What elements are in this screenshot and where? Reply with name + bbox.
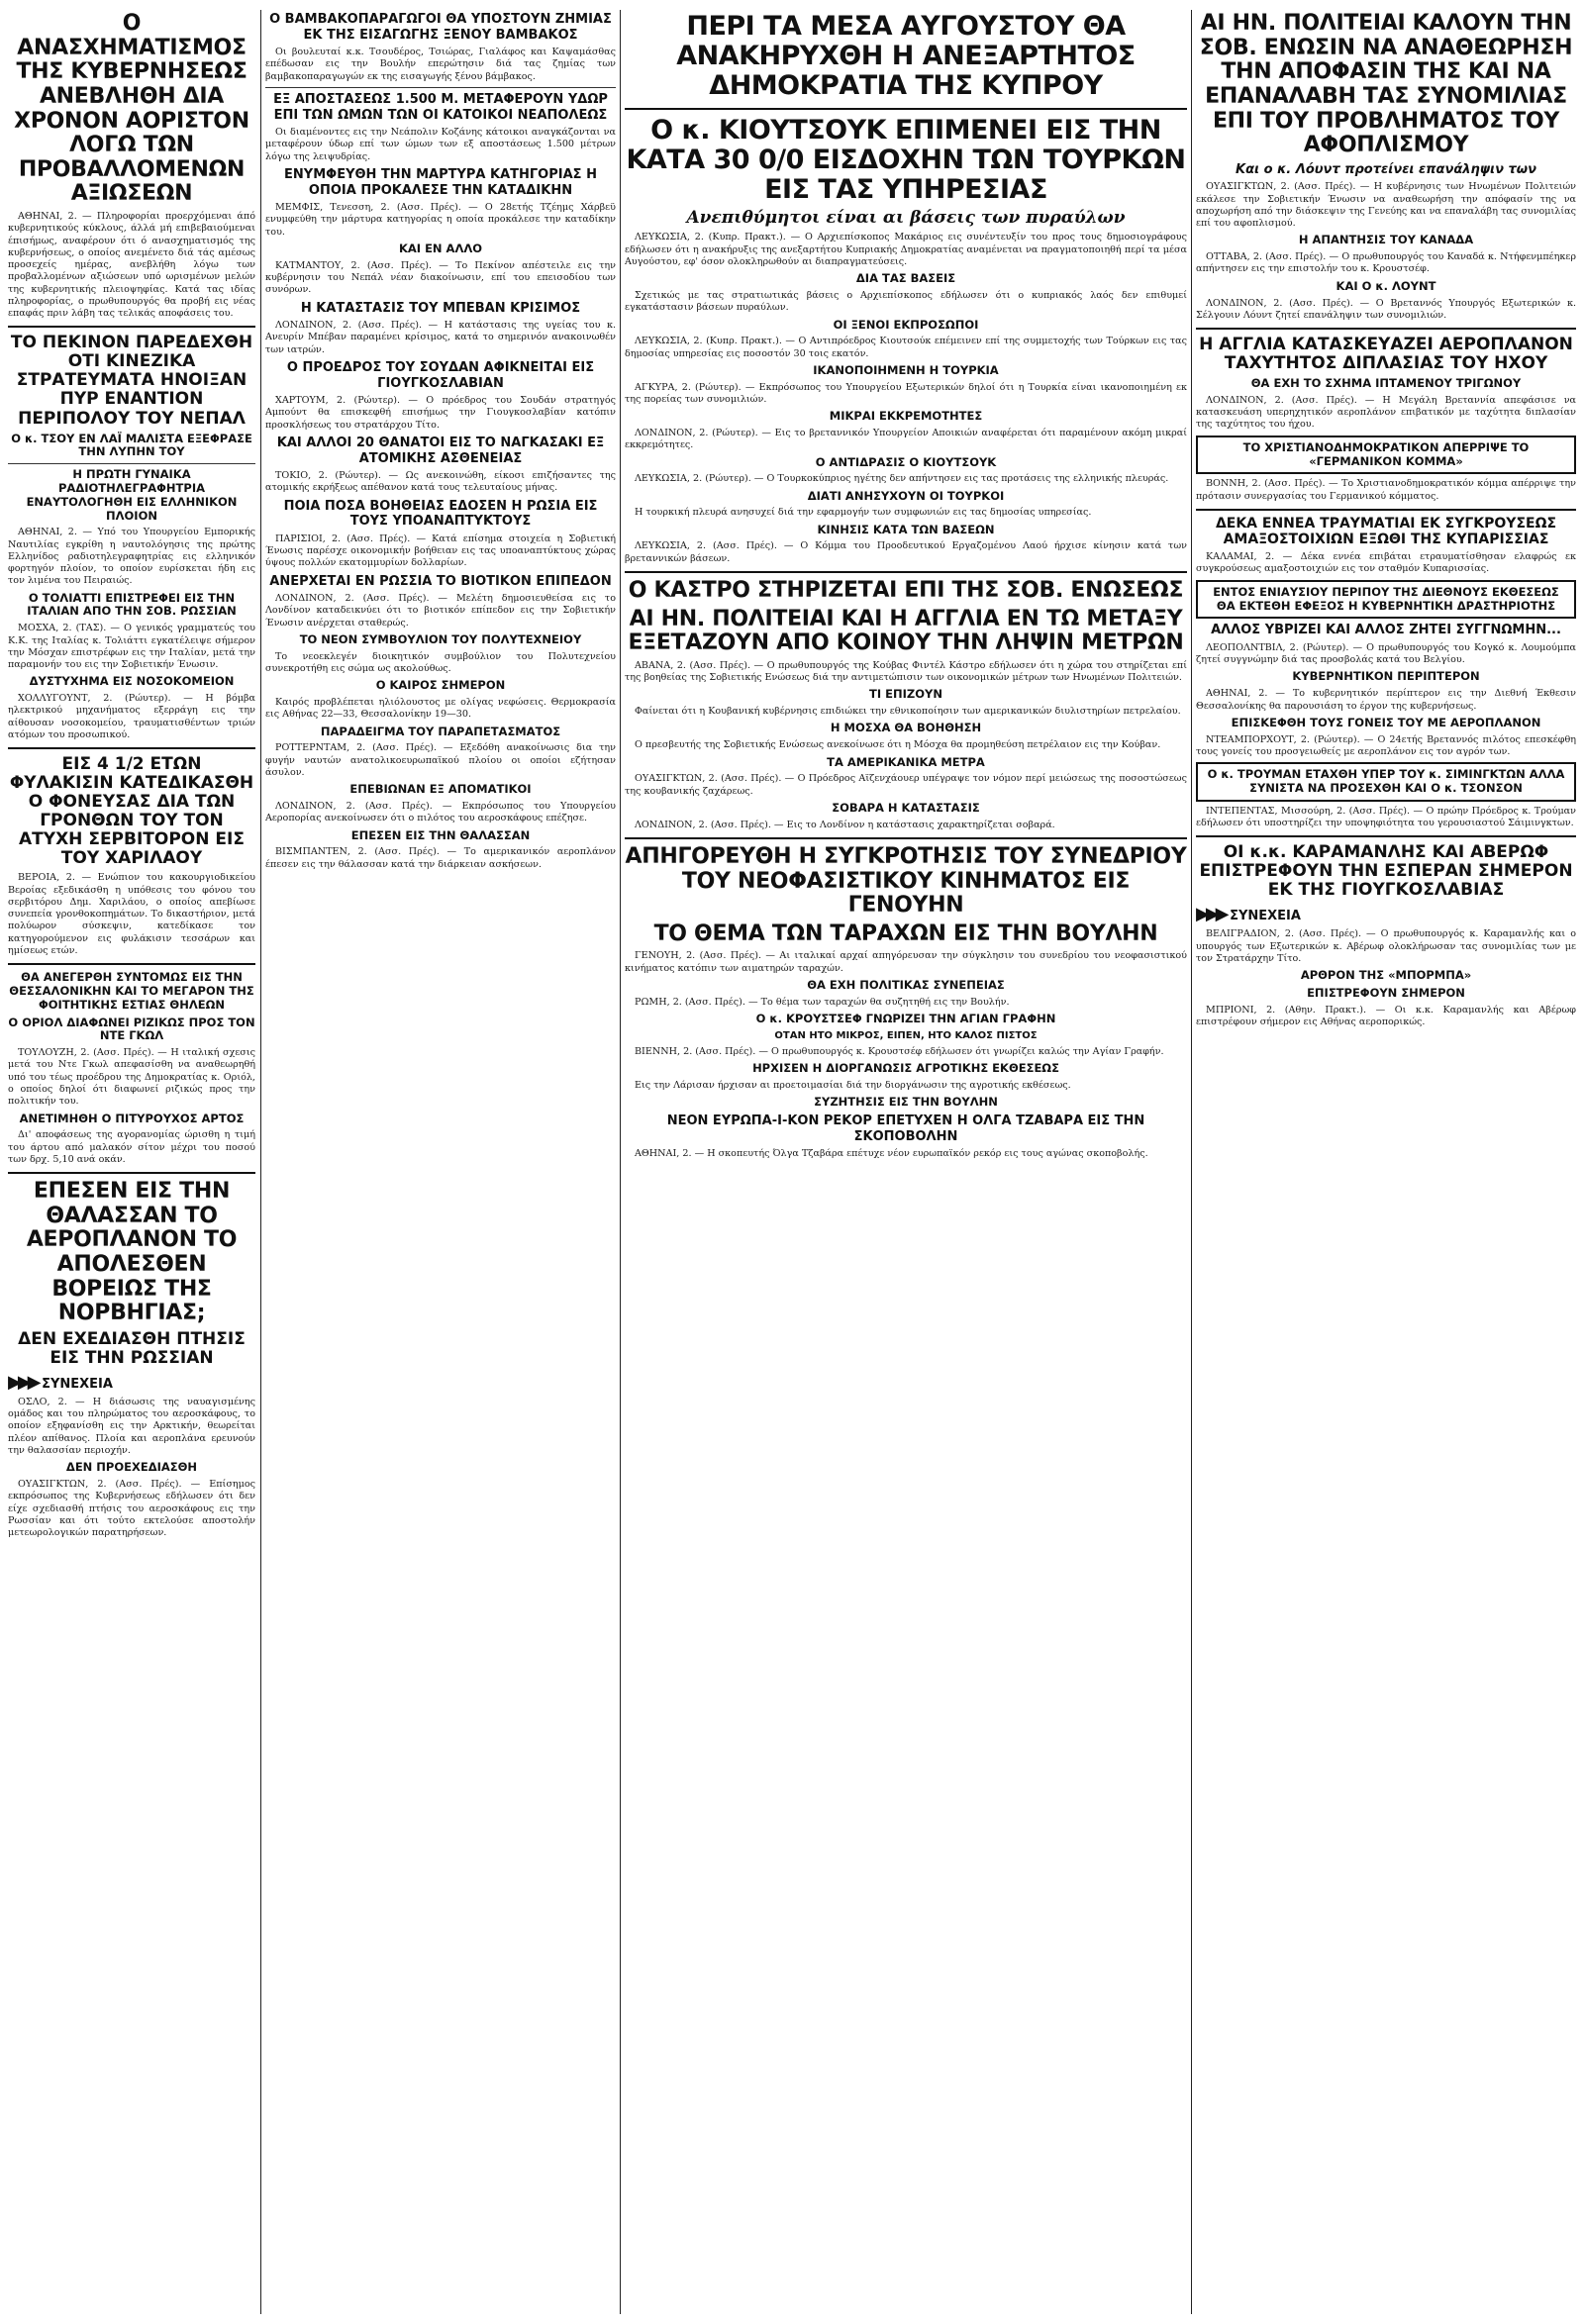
headline-turkey-satisfied: ΙΚΑΝΟΠΟΙΗΜΕΝΗ Η ΤΟΥΡΚΙΑ (813, 362, 999, 377)
headline-peking-nepal: ΤΟ ΠΕΚΙΝΟΝ ΠΑΡΕΔΕΧΘΗ ΟΤΙ ΚΙΝΕΖΙΚΑ ΣΤΡΑΤΕΥΜΑΤΑ ΗΝΟΙΞΑΝ ΠΥΡ ΕΝΑΝΤΙΟΝ ΠΕΡΙΠΟΛΟΥ ΤΟΥ ΝΕΠΑΛ (10, 333, 253, 429)
headline-bevan: Η ΚΑΤΑΣΤΑΣΙΣ ΤΟΥ ΜΠΕΒΑΝ ΚΡΙΣΙΜΟΣ (300, 300, 581, 316)
article-body: ΛΕΥΚΩΣΙΑ, 2. (Κυπρ. Πρακτ.). — Ο Αρχιεπίσκοπος Μακάριος εις συνέντευξίν του προς τους δημοσιογράφους εδήλωσεν ότι η ανακήρυξις της ανεξαρτήτου Κυπριακής Δημοκρατίας αναμένεται να πραγματοποιηθή περί τα μέσα Αυγούστου, εφ' όσον ολοκληρωθούν αι διαπραγματεύσεις. (625, 232, 1187, 267)
divider (265, 87, 616, 88)
headline-tzavara-record: ΝΕΟΝ ΕΥΡΩΠΑ-Ι-ΚΟΝ ΡΕΚΟΡ ΕΠΕΤΥΧΕΝ Η ΟΛΓΑ ΤΖΑΒΑΡΑ ΕΙΣ ΤΗΝ ΣΚΟΠΟΒΟΛΗΝ (666, 1113, 1145, 1144)
article-body: ΜΠΡΙΟΝΙ, 2. (Αθην. Πρακτ.). — Οι κ.κ. Καραμανλής και Αβέρωφ επιστρέφουν σήμερον εις Αθήνας αεροπορικώς. (1196, 1004, 1576, 1027)
headline-sudan-president: Ο ΠΡΟΕΔΡΟΣ ΤΟΥ ΣΟΥΔΑΝ ΑΦΙΚΝΕΙΤΑΙ ΕΙΣ ΓΙΟΥΓΚΟΣΛΑΒΙΑΝ (286, 359, 595, 391)
headline-khrushchev-bible: Ο κ. ΚΡΟΥΣΤΣΕΦ ΓΝΩΡΙΖΕΙ ΤΗΝ ΑΓΙΑΝ ΓΡΑΦΗΝ (755, 1012, 1056, 1026)
article-body: ΛΕΥΚΩΣΙΑ, 2. (Ρώυτερ). — Ο Τουρκοκύπριος ηγέτης δεν απήντησεν εις τας προτάσεις της ελληνικής πλευράς. (635, 473, 1169, 485)
subheadline-russia-flight: ΔΕΝ ΕΧΕΔΙΑΣΘΗ ΠΤΗΣΙΣ ΕΙΣ ΤΗΝ ΡΩΣΣΙΑΝ (18, 1328, 246, 1368)
article-body: ΧΑΡΤΟΥΜ, 2. (Ρώυτερ). — Ο πρόεδρος του Σουδάν στρατηγός Αμπούντ θα επισκεφθή επισήμως την Γιουγκοσλαβίαν κατόπιν προσκλήσεως του στρατάρχου Τίτο. (265, 395, 616, 431)
headline-curtain: ΠΑΡΑΔΕΙΓΜΑ ΤΟΥ ΠΑΡΑΠΕΤΑΣΜΑΤΟΣ (320, 724, 561, 738)
column-rule (260, 10, 261, 2314)
article-body: ΛΟΝΔΙΝΟΝ, 2. (Ασσ. Πρές). — Η κατάστασις της υγείας του κ. Ανευρίν Μπέβαν παραμένει κρίσιμος, κατά το σημερινόν ανακοινωθέν των ιατρών. (265, 320, 616, 355)
headline-kutchuk: Ο κ. ΚΙΟΥΤΣΟΥΚ ΕΠΙΜΕΝΕΙ ΕΙΣ ΤΗΝ ΚΑΤΑ 30 0/0 ΕΙΣΔΟΧΗΝ ΤΩΝ ΤΟΥΡΚΩΝ ΕΙΣ ΤΑΣ ΥΠΗΡΕΣΙΑΣ (626, 114, 1186, 206)
article-body: ΒΙΕΝΝΗ, 2. (Ασσ. Πρές). — Ο πρωθυπουργός κ. Κρουστσέφ εδήλωσεν ότι γνωρίζει καλώς την Αγίαν Γραφήν. (635, 1045, 1164, 1057)
divider (1196, 835, 1576, 837)
article-body: ΒΕΡΟΙΑ, 2. — Ενώπιον του κακουργιοδικείου Βεροίας εξεδικάσθη η υπόθεσις του φόνου του σερβιτόρου Δημ. Χαριλάου, ο οποίος απεβίωσε συνεπεία γρονθοκοπημάτων. Το δικαστήριον, μετά πολύωρον σύσκεψιν, κατεδίκασε τον κατηγορούμενον εις φυλάκισιν τεσσάρων και ημίσεως ετών. (8, 872, 255, 956)
article-body: Το νεοεκλεγέν διοικητικόν συμβούλιον του Πολυτεχνείου συνεκροτήθη εις σώμα ως ακολούθως. (265, 650, 616, 675)
arrow-icon: ▶▶▶ (1196, 904, 1226, 925)
article-body: ΑΘΗΝΑΙ, 2. — Η σκοπευτής Όλγα Τζαβάρα επέτυχε νέον ευρωπαϊκόν ρεκόρ εις τους αγώνας σκοποβολής. (635, 1148, 1148, 1160)
divider (625, 108, 1187, 110)
article-body: Καιρός προβλέπεται ηλιόλουστος με ολίγας νεφώσεις. Θερμοκρασία εις Αθήνας 22—33, Θεσσαλονίκην 19—30. (265, 697, 616, 721)
article-body: ΙΝΤΕΠΕΝΤΑΣ, Μισσούρη, 2. (Ασσ. Πρές). — Ο πρώην Πρόεδρος κ. Τρούμαν εδήλωσεν ότι υποστηρίζει την υποψηφιότητα του γερουσιαστού Σάιμινγκτων. (1196, 805, 1576, 828)
headline-govt-pavilion: ΚΥΒΕΡΝΗΤΙΚΟΝ ΠΕΡΙΠΤΕΡΟΝ (1292, 669, 1480, 684)
headline-visited-parents: ΕΠΙΣΚΕΦΘΗ ΤΟΥΣ ΓΟΝΕΙΣ ΤΟΥ ΜΕ ΑΕΡΟΠΛΑΝΟΝ (1231, 715, 1541, 729)
article-body: ΑΘΗΝΑΙ, 2. — Υπό του Υπουργείου Εμπορικής Ναυτιλίας εγκρίθη η ναυτολόγησις της πρώτης Ελληνίδος ραδιοτηλεγραφητρίας εις ελληνικόν φορτηγόν πλοίον, το οποίον ευρίσκεται ήδη εις τον λιμένα του Πειραιώς. (8, 527, 255, 587)
subheadline-lloyd: Και ο κ. Λόυντ προτείνει επανάληψιν των (1236, 161, 1536, 177)
headline-govt-exhibit: ΕΝΤΟΣ ΕΝΙΑΥΣΙΟΥ ΠΕΡΙΠΟΥ ΤΗΣ ΔΙΕΘΝΟΥΣ ΕΚΘΕΣΕΩΣ ΘΑ ΕΚΤΕΘΗ ΕΦΕΞΟΣ Η ΚΥΒΕΡΝΗΤΙΚΗ ΔΡΑΣΤΗΡΙΟΤΗΣ (1196, 580, 1576, 620)
headline-bases: ΔΙΑ ΤΑΣ ΒΑΣΕΙΣ (855, 271, 956, 286)
article-body: ΛΕΥΚΩΣΙΑ, 2. (Κυπρ. Πρακτ.). — Ο Αντιπρόεδρος Κιουτσούκ επέμεινεν επί της συμμετοχής των Τούρκων εις τας δημοσίας υπηρεσίας εις ποσοστόν 30 τοις εκατόν. (625, 336, 1187, 359)
article-body: ΛΕΥΚΩΣΙΑ, 2. (Ασσ. Πρές). — Ο Κόμμα του Προοδευτικού Εργαζομένου Λαού ήρχισε κίνησιν κατά των βρεταννικών βάσεων. (625, 540, 1187, 564)
headline-karamanlis-return: ΟΙ κ.κ. ΚΑΡΑΜΑΝΛΗΣ ΚΑΙ ΑΒΕΡΩΦ ΕΠΙΣΤΡΕΦΟΥΝ ΤΗΝ ΕΣΠΕΡΑΝ ΣΗΜΕΡΟΝ ΕΚ ΤΗΣ ΓΙΟΥΓΚΟΣΛΑΒΙΑΣ (1199, 842, 1573, 901)
headline-polytechnic: ΤΟ ΝΕΟΝ ΣΥΜΒΟΥΛΙΟΝ ΤΟΥ ΠΟΛΥΤΕΧΝΕΙΟΥ (299, 632, 582, 647)
continuation-marker: ▶▶▶ ΣΥΝΕΧΕΙΑ (8, 1371, 113, 1393)
headline-aims: ΤΙ ΕΠΙΖΟΥΝ (869, 687, 942, 702)
headline-canada-reply: Η ΑΠΑΝΤΗΣΙΣ ΤΟΥ ΚΑΝΑΔΑ (1298, 233, 1474, 247)
headline-turks-worry: ΔΙΑΤΙ ΑΝΗΣΥΧΟΥΝ ΟΙ ΤΟΥΡΚΟΙ (807, 488, 1005, 503)
headline-us-measures: ΤΑ ΑΜΕΡΙΚΑΝΙΚΑ ΜΕΤΡΑ (827, 754, 985, 769)
headline-agri-exhibition: ΗΡΧΙΣΕΝ Η ΔΙΟΡΓΑΝΩΣΙΣ ΑΓΡΟΤΙΚΗΣ ΕΚΘΕΣΕΩΣ (752, 1061, 1059, 1076)
article-body: Η τουρκική πλευρά ανησυχεί διά την εφαρμογήν των συμφωνιών εις τας δημοσίας υπηρεσίας. (635, 507, 1092, 519)
column-4 (1196, 8, 1576, 2316)
headline-student-hostel: ΘΑ ΑΝΕΓΕΡΘΗ ΣΥΝΤΟΜΩΣ ΕΙΣ ΤΗΝ ΘΕΣΣΑΛΟΝΙΚΗΝ ΚΑΙ ΤΟ ΜΕΓΑΡΟΝ ΤΗΣ ΦΟΙΤΗΤΙΚΗΣ ΕΣΤΙΑΣ ΘΗΛΕΩΝ (9, 970, 254, 1012)
divider (8, 747, 255, 749)
column-3 (625, 8, 1187, 2316)
article-body: ΒΕΛΙΓΡΑΔΙΟΝ, 2. (Ασσ. Πρές). — Ο πρωθυπουργός κ. Καραμανλής και ο υπουργός των Εξωτερικών κ. Αβέρωφ ολοκλήρωσαν τας συνομιλίας των με τον Στρατάρχην Τίτο. (1196, 928, 1576, 964)
article-body: ΑΒΑΝΑ, 2. (Ασσ. Πρές). — Ο πρωθυπουργός της Κούβας Φιντέλ Κάστρο εδήλωσεν ότι η χώρα του στηρίζεται επί της βοηθείας της Σοβιετικής Ενώσεως διά την αντιμετώπισιν των οικονομικών μέτρων των Ηνωμένων Πολιτειών. (625, 659, 1187, 684)
headline-nagasaki: ΚΑΙ ΑΛΛΟΙ 20 ΘΑΝΑΤΟΙ ΕΙΣ ΤΟ ΝΑΓΚΑΣΑΚΙ ΕΞ ΑΤΟΜΙΚΗΣ ΑΣΘΕΝΕΙΑΣ (276, 435, 605, 466)
article-body: ΛΟΝΔΙΝΟΝ, 2. (Ασσ. Πρές). — Μελέτη δημοσιευθείσα εις το Λονδίνον καταδεικνύει ότι το βιοτικόν επίπεδον εις την Σοβιετικήν Ένωσιν ανέρχεται σταθερώς. (265, 593, 616, 629)
headline-political-consequences: ΘΑ ΕΧΗ ΠΟΛΙΤΙΚΑΣ ΣΥΝΕΠΕΙΑΣ (807, 977, 1005, 992)
article-body: ΡΩΜΗ, 2. (Ασσ. Πρές). — Το θέμα των ταραχών θα συζητηθή εις την Βουλήν. (635, 996, 1010, 1008)
article-body: Εις την Λάρισαν ήρχισαν αι προετοιμασίαι διά την διοργάνωσιν της αγροτικής εκθέσεως. (635, 1079, 1071, 1091)
article-body: Οι βουλευταί κ.κ. Τσουδέρος, Τσιώρας, Γιαλάφος και Καψαμάσθας επέδωσαν εις την Βουλήν επερώτησιν διά τας ζημίας των βαμβακοπαραγωγών εκ της εισαγωγής ξένου βάμβακος. (265, 47, 616, 82)
article-body: ΓΕΝΟΥΗ, 2. (Ασσ. Πρές). — Αι ιταλικαί αρχαί απηγόρευσαν την σύγκλησιν του συνεδρίου του νεοφασιστικού κινήματος κατόπιν των αιματηρών ταραχών. (625, 950, 1187, 974)
headline-weather: Ο ΚΑΙΡΟΣ ΣΗΜΕΡΟΝ (375, 678, 506, 693)
subheadline: Ο κ. ΤΣΟΥ ΕΝ ΛΑΪ ΜΑΛΙΣΤΑ ΕΞΕΦΡΑΣΕ ΤΗΝ ΛΥΠΗΝ ΤΟΥ (11, 431, 252, 459)
article-body: ΜΟΣΧΑ, 2. (ΤΑΣ). — Ο γενικός γραμματεύς του Κ.Κ. της Ιταλίας κ. Τολιάττι εγκατέλειψε σήμερον την Μόσχαν επιστρέφων εις την Ιταλίαν, μετά την παραμονήν του εις την Σοβιετικήν Ένωσιν. (8, 623, 255, 671)
divider (8, 1172, 255, 1174)
article-body: ΚΑΤΜΑΝΤΟΥ, 2. (Ασσ. Πρές). — Το Πεκίνον απέστειλε εις την κυβέρνησιν του Νεπάλ νέαν διακοίνωσιν, επί του επεισοδίου των συνόρων. (265, 259, 616, 296)
article-body: ΛΟΝΔΙΝΟΝ, 2. (Ασσ. Πρές). — Η Μεγάλη Βρεταννία απεφάσισε να κατασκευάση υπερηχητικόν αεροπλάνον επιβατικόν με ταχύτητα διπλασίαν της ταχύτητος του ήχου. (1196, 394, 1576, 431)
subheadline-missiles: Ανεπιθύμητοι είναι αι βάσεις των πυραύλων (686, 208, 1126, 229)
article-body: ΛΟΝΔΙΝΟΝ, 2. (Ασσ. Πρές). — Ο Βρεταννός Υπουργός Εξωτερικών κ. Σέλγουιν Λόυντ ζητεί επανάληψιν των συνομιλιών. (1196, 297, 1576, 321)
headline-water: ΕΞ ΑΠΟΣΤΑΣΕΩΣ 1.500 Μ. ΜΕΤΑΦΕΡΟΥΝ ΥΔΩΡ ΕΠΙ ΤΩΝ ΩΜΩΝ ΤΩΝ ΟΙ ΚΑΤΟΙΚΟΙ ΝΕΑΠΟΛΕΩΣ (273, 91, 608, 123)
headline-fell-sea: ΕΠΕΣΕΝ ΕΙΣ ΤΗΝ ΘΑΛΑΣΣΑΝ (350, 827, 531, 842)
article-body: ΟΤΤΑΒΑ, 2. (Ασσ. Πρές). — Ο πρωθυπουργός του Καναδά κ. Ντήφενμπέηκερ απήντησεν εις την επιστολήν του κ. Κρουστσέφ. (1196, 251, 1576, 275)
headline-waiter-sentence: ΕΙΣ 4 1/2 ΕΤΩΝ ΦΥΛΑΚΙΣΙΝ ΚΑΤΕΔΙΚΑΣΘΗ Ο ΦΟΝΕΥΣΑΣ ΔΙΑ ΤΩΝ ΓΡΟΝΘΩΝ ΤΟΥ ΤΟΝ ΑΤΥΧΗ ΣΕΡΒΙΤΟΡΟΝ ΕΙΣ ΤΟΥ ΧΑΡΙΛΑΟΥ (9, 754, 254, 869)
article-body: ΛΟΝΔΙΝΟΝ, 2. (Ασσ. Πρές). — Εκπρόσωπος του Υπουργείου Αεροπορίας ανεκοίνωσεν ότι ο πιλότος του αεροσκάφους επέζησε. (265, 801, 616, 824)
article-body: ΑΓΚΥΡΑ, 2. (Ρώυτερ). — Εκπρόσωπος του Υπουργείου Εξωτερικών δηλοί ότι η Τουρκία είναι ικανοποιημένη εκ της πορείας των συνομιλιών. (625, 381, 1187, 405)
headline-cdu: ΤΟ ΧΡΙΣΤΙΑΝΟΔΗΜΟΚΡΑΤΙΚΟΝ ΑΠΕΡΡΙΨΕ ΤΟ «ΓΕΡΜΑΝΙΚΟΝ ΚΟΜΜΑ» (1196, 436, 1576, 475)
headline-apology: ΑΛΛΟΣ ΥΒΡΙΖΕΙ ΚΑΙ ΑΛΛΟΣ ΖΗΤΕΙ ΣΥΓΓΝΩΜΗΝ... (1211, 623, 1561, 638)
article-body: ΟΣΛΟ, 2. — Η διάσωσις της ναυαγισμένης ομάδος και του πληρώματος του αεροσκάφους, το οποίον εξηφανίσθη εις την Αρκτικήν, θεωρείται πλέον απίθανος. Πλοία και αεροπλάνα ερευνούν την θαλασσίαν περιοχήν. (8, 1396, 255, 1456)
article-body: ΤΟΥΛΟΥΖΗ, 2. (Ασσ. Πρές). — Η ιταλική σχεσις μετά του Ντε Γκωλ απεφασίσθη να αναθεωρηθή υπό του τέως προέδρου της Δημοκρατίας κ. Οριόλ, ο οποίος δηλοί ότι διαφωνεί ριζικώς προς την πολιτικήν του. (8, 1047, 255, 1108)
column-rule (620, 10, 621, 2314)
headline-bases-movement: ΚΙΝΗΣΙΣ ΚΑΤΑ ΤΩΝ ΒΑΣΕΩΝ (817, 522, 995, 536)
article-body: Ο πρεσβευτής της Σοβιετικής Ενώσεως ανεκοίνωσε ότι η Μόσχα θα προμηθεύση πετρέλαιον εις την Κούβαν. (635, 739, 1161, 751)
headline-lloyd: ΚΑΙ Ο κ. ΛΟΥΝΤ (1336, 278, 1436, 293)
subheadline-believer: ΟΤΑΝ ΗΤΟ ΜΙΚΡΟΣ, ΕΙΠΕΝ, ΗΤΟ ΚΑΛΟΣ ΠΙΣΤΟΣ (774, 1029, 1038, 1041)
headline-foreign-reps: ΟΙ ΞΕΝΟΙ ΕΚΠΡΟΣΩΠΟΙ (833, 317, 979, 332)
divider (1196, 328, 1576, 330)
headline-supersonic-plane: Η ΑΓΓΛΙΑ ΚΑΤΑΣΚΕΥΑΖΕΙ ΑΕΡΟΠΛΑΝΟΝ ΤΑΧΥΤΗΤΟΣ ΔΙΠΛΑΣΙΑΣ ΤΟΥ ΗΧΟΥ (1199, 335, 1573, 374)
continuation-marker: ▶▶▶ ΣΥΝΕΧΕΙΑ (1196, 904, 1301, 925)
article-body: ΛΟΝΔΙΝΟΝ, 2. (Ρώυτερ). — Εις το βρεταννικόν Υπουργείον Αποικιών αναφέρεται ότι παραμένουν ακόμη μικραί εκκρεμότητες. (625, 428, 1187, 451)
headline-neofascist: ΑΠΗΓΟΡΕΥΘΗ Η ΣΥΓΚΡΟΤΗΣΙΣ ΤΟΥ ΣΥΝΕΔΡΙΟΥ ΤΟΥ ΝΕΟΦΑΣΙΣΤΙΚΟΥ ΚΙΝΗΜΑΤΟΣ ΕΙΣ ΓΕΝΟΥΗΝ (625, 843, 1187, 919)
headline-kutchuk-reaction: Ο ΑΝΤΙΔΡΑΣΙΣ Ο ΚΙΟΥΤΣΟΥΚ (815, 454, 997, 469)
headline-borba: ΑΡΘΡΟΝ ΤΗΣ «ΜΠΟΡΜΠΑ» (1300, 968, 1472, 983)
article-body: ΜΕΜΦΙΣ, Τενεσση, 2. (Ασσ. Πρές). — Ο 28ετής Τζέημς Χάρβεϋ ενυμφεύθη την μάρτυρα κατηγορίας η οποία προκάλεσε την καταδίκην του. (265, 202, 616, 238)
headline-us-uk-measures: ΑΙ ΗΝ. ΠΟΛΙΤΕΙΑΙ ΚΑΙ Η ΑΓΓΛΙΑ ΕΝ ΤΩ ΜΕΤΑΞΥ ΕΞΕΤΑΖΟΥΝ ΑΠΟ ΚΟΙΝΟΥ ΤΗΝ ΛΗΨΙΝ ΜΕΤΡΩΝ (628, 606, 1184, 656)
headline-disarmament: ΑΙ ΗΝ. ΠΟΛΙΤΕΙΑΙ ΚΑΛΟΥΝ ΤΗΝ ΣΟΒ. ΕΝΩΣΙΝ ΝΑ ΑΝΑΘΕΩΡΗΣΗ ΤΗΝ ΑΠΟΦΑΣΙΝ ΤΗΣ ΚΑΙ ΝΑ ΕΠΑΝΑΛΑΒΗ ΤΑΣ ΣΥΝΟΜΙΛΙΑΣ ΕΠΙ ΤΟΥ ΠΡΟΒΛΗΜΑΤΟΣ ΤΟΥ ΑΦΟΠΛΙΣΜΟΥ (1199, 11, 1573, 158)
article-body: ΤΟΚΙΟ, 2. (Ρώυτερ). — Ως ανεκοινώθη, είκοσι επιζήσαντες της ατομικής εκρήξεως απέθανον κατά τους τελευταίους μήνας. (265, 470, 616, 494)
divider (625, 571, 1187, 573)
headline-plane-norway: ΕΠΕΣΕΝ ΕΙΣ ΤΗΝ ΘΑΛΑΣΣΑΝ ΤΟ ΑΕΡΟΠΛΑΝΟΝ ΤΟ ΑΠΟΛΕΣΘΕΝ ΒΟΡΕΙΩΣ ΤΗΣ ΝΟΡΒΗΓΙΑΣ; (26, 1179, 238, 1326)
headline-moscow-help: Η ΜΟΣΧΑ ΘΑ ΒΟΗΘΗΣΗ (830, 721, 982, 735)
headline-truman: Ο κ. ΤΡΟΥΜΑΝ ΕΤΑΧΘΗ ΥΠΕΡ ΤΟΥ κ. ΣΙΜΙΝΓΚΤΩΝ ΑΛΛΑ ΣΥΝΙΣΤΑ ΝΑ ΠΡΟΣΕΧΘΗ ΚΑΙ Ο κ. ΤΣΟΝΣΟΝ (1196, 762, 1576, 802)
headline-castro: Ο ΚΑΣΤΡΟ ΣΤΗΡΙΖΕΤΑΙ ΕΠΙ ΤΗΣ ΣΟΒ. ΕΝΩΣΕΩΣ (628, 578, 1184, 603)
article-body: ΑΘΗΝΑΙ, 2. — Το κυβερνητικόν περίπτερον εις την Διεθνή Έκθεσιν Θεσσαλονίκης θα παρουσιάση το έργον της κυβερνήσεως. (1196, 688, 1576, 712)
column-1 (8, 8, 255, 2316)
headline-hospital-accident: ΔΥΣΤΥΧΗΜΑ ΕΙΣ ΝΟΣΟΚΟΜΕΙΟΝ (29, 674, 235, 689)
headline-survived: ΕΠΕΒΙΩΝΑΝ ΕΞ ΑΠΟΜΑΤΙΚΟΙ (349, 782, 532, 797)
divider (625, 837, 1187, 839)
headline-serious: ΣΟΒΑΡΑ Η ΚΑΤΑΣΤΑΣΙΣ (832, 800, 980, 815)
column-rule (1191, 10, 1192, 2314)
article-body: Φαίνεται ότι η Κουβανική κυβέρνησις επιδιώκει την εθνικοποίησιν των αμερικανικών διυλιστηρίων πετρελαίου. (635, 706, 1181, 718)
article-body: ΧΟΛΛΥΓΟΥΝΤ, 2. (Ρώυτερ). — Η βόμβα ηλεκτρικού μηχανήματος εξερράγη εις την αίθουσαν νοσοκομείου, τραυματισθέντων τριών ατόμων του προσωπικού. (8, 693, 255, 740)
article-body: ΠΑΡΙΣΙΟΙ, 2. (Ασσ. Πρές). — Κατά επίσημα στοιχεία η Σοβιετική Ένωσις παρέσχε οικονομικήν βοήθειαν εις τας υποαναπτύκτους χώρας ύψους πολλών εκατομμυρίων δολλαρίων. (265, 533, 616, 569)
headline-not-planned: ΔΕΝ ΠΡΟΕΧΕΔΙΑΣΘΗ (65, 1460, 198, 1475)
headline-pending-issues: ΜΙΚΡΑΙ ΕΚΚΡΕΜΟΤΗΤΕΣ (829, 409, 983, 424)
headline-bread-price: ΑΝΕΤΙΜΗΘΗ Ο ΠΙΤΥΡΟΥΧΟΣ ΑΡΤΟΣ (19, 1111, 245, 1125)
article-body: ΒΟΝΝΗ, 2. (Ασσ. Πρές). — Το Χριστιανοδημοκρατικόν κόμμα απέρριψε την πρότασιν συνεργασίας του Γερμανικού κόμματος. (1196, 478, 1576, 502)
article-body: ΟΥΑΣΙΓΚΤΩΝ, 2. (Ασσ. Πρές). — Ο Πρόεδρος Αϊζενχάουερ υπέγραψε τον νόμον περί μειώσεως της ποσοστώσεως της κουβανικής ζαχάρεως. (625, 773, 1187, 797)
arrow-icon: ▶▶▶ (8, 1371, 38, 1393)
column-2 (265, 8, 616, 2316)
divider (1196, 509, 1576, 511)
article-body: ΟΥΑΣΙΓΚΤΩΝ, 2. (Ασσ. Πρές). — Επίσημος εκπρόσωπος της Κυβερνήσεως εδήλωσεν ότι δεν είχε σχεδιασθή πτήσις του αεροσκάφους εις την Ρωσσίαν και ότι τούτο εκτελούσε αποστολήν μετεωρολογικών παρατηρήσεων. (8, 1479, 255, 1539)
subheadline-triangle: ΘΑ ΕΧΗ ΤΟ ΣΧΗΜΑ ΙΠΤΑΜΕΝΟΥ ΤΡΙΓΩΝΟΥ (1250, 376, 1522, 391)
article-body: Σχετικώς με τας στρατιωτικάς βάσεις ο Αρχιεπίσκοπος εδήλωσεν ότι ο κυπριακός λαός δεν επιθυμεί εγκατάστασιν βάσεων πυραύλων. (625, 290, 1187, 314)
headline-one-more: ΚΑΙ ΕΝ ΑΛΛΟ (398, 241, 483, 255)
divider (8, 963, 255, 965)
headline-living-standard: ΑΝΕΡΧΕΤΑΙ ΕΝ ΡΩΣΣΙΑ ΤΟ ΒΙΟΤΙΚΟΝ ΕΠΙΠΕΔΟΝ (269, 573, 612, 589)
headline-radio-operator: Η ΠΡΩΤΗ ΓΥΝΑΙΚΑ ΡΑΔΙΟΤΗΛΕΓΡΑΦΗΤΡΙΑ ΕΝΑΥΤΟΛΟΓΗΘΗ ΕΙΣ ΕΛΛΗΝΙΚΟΝ ΠΛΟΙΟΝ (26, 467, 238, 523)
headline-cotton: Ο ΒΑΜΒΑΚΟΠΑΡΑΓΩΓΟΙ ΘΑ ΥΠΟΣΤΟΥΝ ΖΗΜΙΑΣ ΕΚ ΤΗΣ ΕΙΣΑΓΩΓΗΣ ΞΕΝΟΥ ΒΑΜΒΑΚΟΣ (269, 12, 612, 43)
article-body: ΚΑΛΑΜΑΙ, 2. — Δέκα εννέα επιβάται ετραυματίσθησαν ελαφρώς εκ συγκρούσεως αμαξοστοιχιών εις τον σταθμόν Κυπαρισσίας. (1196, 551, 1576, 575)
headline-train-collision: ΔΕΚΑ ΕΝΝΕΑ ΤΡΑΥΜΑΤΙΑΙ ΕΚ ΣΥΓΚΡΟΥΣΕΩΣ ΑΜΑΞΟΣΤΟΙΧΙΩΝ ΕΞΩΘΙ ΤΗΣ ΚΥΠΑΡΙΣΣΙΑΣ (1215, 515, 1557, 547)
article-body: ΝΤΕΑΜΠΟΡΧΟΥΤ, 2. (Ρώυτερ). — Ο 24ετής Βρεταννός πιλότος επεσκέφθη τους γονείς του προσγειωθείς με αεροπλάνον εις τον αγρόν των. (1196, 733, 1576, 757)
divider (8, 463, 255, 464)
headline-return-today: ΕΠΙΣΤΡΕΦΟΥΝ ΣΗΜΕΡΟΝ (1307, 985, 1465, 1000)
headline-cyprus-republic: ΠΕΡΙ ΤΑ ΜΕΣΑ ΑΥΓΟΥΣΤΟΥ ΘΑ ΑΝΑΚΗΡΥΧΘΗ Η ΑΝΕΞΑΡΤΗΤΟΣ ΔΗΜΟΚΡΑΤΙΑ ΤΗΣ ΚΥΠΡΟΥ (676, 11, 1136, 102)
article-body: Δι' αποφάσεως της αγορανομίας ώρισθη η τιμή του άρτου από μαλακόν σίτον μέχρι του ποσού των δρχ. 5,10 ανά οκάν. (8, 1129, 255, 1165)
article-body: ΛΟΝΔΙΝΟΝ, 2. (Ασσ. Πρές). — Εις το Λονδίνον η κατάστασις χαρακτηρίζεται σοβαρά. (635, 819, 1055, 830)
article-body: ΛΕΟΠΟΛΝΤΒΙΛ, 2. (Ρώυτερ). — Ο πρωθυπουργός του Κογκό κ. Λουμούμπα ζητεί συγγνώμην διά τας προσβολάς κατά του Βελγίου. (1196, 641, 1576, 666)
headline-togliatti: Ο ΤΟΛΙΑΤΤΙ ΕΠΙΣΤΡΕΦΕΙ ΕΙΣ ΤΗΝ ΙΤΑΛΙΑΝ ΑΠΟ ΤΗΝ ΣΟΒ. ΡΩΣΣΙΑΝ (27, 590, 237, 619)
headline-witness-married: ΕΝΥΜΦΕΥΘΗ ΤΗΝ ΜΑΡΤΥΡΑ ΚΑΤΗΓΟΡΙΑΣ Η ΟΠΟΙΑ ΠΡΟΚΑΛΕΣΕ ΤΗΝ ΚΑΤΑΔΙΚΗΝ (284, 166, 597, 198)
article-body: ΑΘΗΝΑΙ, 2. — Πληροφορίαι προερχόμεναι άπό κυβερνητικούς κύκλους, άλλά μή επιβεβαιούμεναι έπισήμως, αναφέρουν ότι ό ανασχηματισμός της κυβερνήσεως, ο οποίος ανεμένετο διά τάς αμέσως προσεχείς ημέρας, ανεβλήθη λόγω των προβαλλομένων αξιώσεων υπό ωρισμένων μελών της κυβερνητικής πλειοψηφίας. Κατά τας ιδίας πληροφορίας, ο πρωθυπουργός θα προβή εις νέας επαφάς πριν λάβη τας τελικάς αποφάσεις του. (8, 211, 255, 320)
article-body: Οι διαμένοντες εις την Νεάπολιν Κοζάνης κάτοικοι αναγκάζονται να μεταφέρουν ύδωρ επί των ώμων των εξ αποστάσεως 1.500 μέτρων λόγω της λειψυδρίας. (265, 127, 616, 162)
headline-parliament-debate: ΣΥΖΗΤΗΣΙΣ ΕΙΣ ΤΗΝ ΒΟΥΛΗΝ (814, 1095, 998, 1110)
divider (8, 326, 255, 328)
headline-cabinet-reshuffle: Ο ΑΝΑΣΧΗΜΑΤΙΣΜΟΣ ΤΗΣ ΚΥΒΕΡΝΗΣΕΩΣ ΑΝΕΒΛΗΘΗ ΔΙΑ ΧΡΟΝΟΝ ΑΟΡΙΣΤΟΝ ΛΟΓΩ ΤΩΝ ΠΡΟΒΑΛΛΟΜΕΝΩΝ ΑΞΙΩΣΕΩΝ (14, 11, 249, 207)
article-body: ΒΙΣΜΠΑΝΤΕΝ, 2. (Ασσ. Πρές). — Το αμερικανικόν αεροπλάνον έπεσεν εις την θάλασσαν κατά την διάρκειαν ασκήσεων. (265, 846, 616, 870)
headline-russian-aid: ΠΟΙΑ ΠΟΣΑ ΒΟΗΘΕΙΑΣ ΕΔΟΣΕΝ Η ΡΩΣΙΑ ΕΙΣ ΤΟΥΣ ΥΠΟΑΝΑΠΤΥΚΤΟΥΣ (283, 498, 598, 530)
headline-auriol: Ο ΟΡΙΟΛ ΔΙΑΦΩΝΕΙ ΡΙΖΙΚΩΣ ΠΡΟΣ ΤΟΝ ΝΤΕ ΓΚΩΛ (8, 1015, 255, 1043)
headline-riots-parliament: ΤΟ ΘΕΜΑ ΤΩΝ ΤΑΡΑΧΩΝ ΕΙΣ ΤΗΝ ΒΟΥΛΗΝ (653, 920, 1158, 946)
article-body: ΡΟΤΤΕΡΝΤΑΜ, 2. (Ασσ. Πρές). — Εξεδόθη ανακοίνωσις δια την φυγήν ναυτών ανατολικοευρωπαϊκού πλοίου οι οποίοι εζήτησαν άσυλον. (265, 742, 616, 778)
article-body: ΟΥΑΣΙΓΚΤΩΝ, 2. (Ασσ. Πρές). — Η κυβέρνησις των Ηνωμένων Πολιτειών εκάλεσε την Σοβιετικήν Ένωσιν να αναθεωρήση την απόφασίν της να αποχωρήση από την διάσκεψιν της Γενεύης και να επαναλάβη τας συνομιλίας επί του αφοπλισμού. (1196, 181, 1576, 230)
